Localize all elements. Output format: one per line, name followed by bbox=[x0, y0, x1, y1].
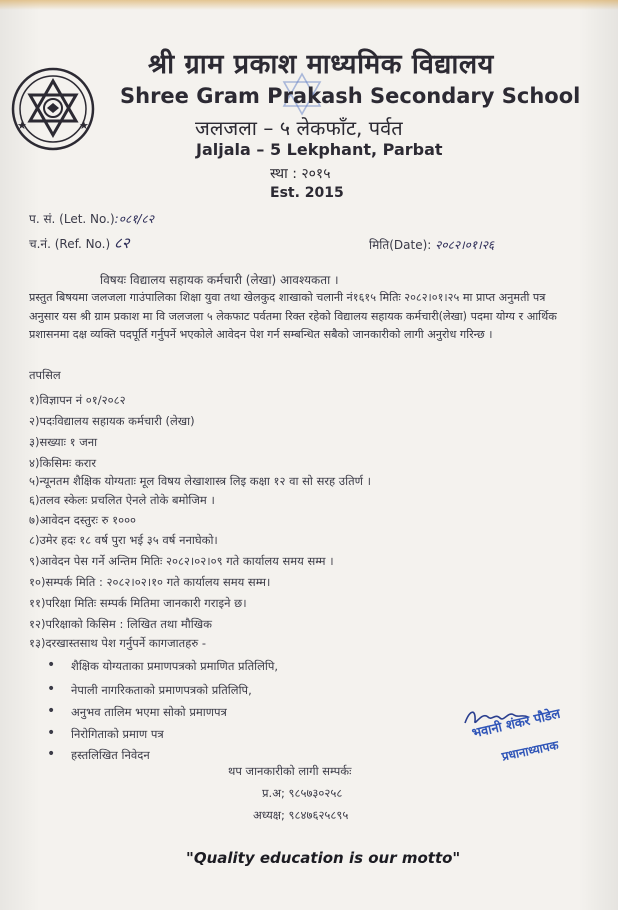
detail-item: २)पदःविद्यालय सहायक कर्मचारी (लेखा) bbox=[29, 414, 195, 428]
address-english: Jaljala – 5 Lekphant, Parbat bbox=[196, 140, 443, 159]
body-paragraph: प्रस्तुत बिषयमा जलजला गाउंपालिका शिक्षा युवा तथा खेलकुद शाखाको चलानी नं१६१५ मितिः २०८२।०१।२५ मा प्राप्त अनुमती पत्र अनुसार यस श्री ग्राम प्रकाश मा वि जलजला ५ लेकफाट पर्वतमा रिक्त रहेको विद्यालय सहायक कर्मचारी(लेखा) पदमा योग्य र आर्थिक प्रशासनमा दक्ष व्यक्ति पदपूर्ति गर्नुपर्ने भएकोले आवेदन पेश गर्न सम्बन्धित सबैको जानकारीको लागी अनुरोध गरिन्छ । bbox=[29, 291, 557, 341]
date-value: २०८२।०१।२६ bbox=[435, 238, 495, 252]
address-nepali: जलजला – ५ लेकफाँट, पर्वत bbox=[195, 116, 403, 140]
contact-chairperson: अध्यक्ष; ९८४७६२५८९५ bbox=[253, 808, 349, 822]
letter-number bbox=[29, 210, 154, 227]
detail-item: ६)तलव स्केलः प्रचलित ऐनले तोके बमोजिम । bbox=[29, 493, 215, 507]
document-list-item: • नेपाली नागरिकताको प्रमाणपत्रको प्रतिलिपि, bbox=[71, 683, 252, 698]
details-heading: तपसिल bbox=[29, 368, 61, 382]
letter-subject: विषयः विद्यालय सहायक कर्मचारी (लेखा) आवश्यकता । bbox=[100, 273, 339, 287]
detail-item: ८)उमेर हदः १८ वर्ष पुरा भई ३५ वर्ष ननाघेको। bbox=[29, 533, 218, 547]
detail-item: ३)सख्याः १ जना bbox=[29, 435, 98, 449]
detail-item: १०)सम्पर्क मिति : २०८२।०२।१० गते कार्यालय समय सम्म। bbox=[29, 575, 271, 589]
contact-heading: थप जानकारीको लागी सम्पर्कः bbox=[228, 764, 352, 778]
established-nepali: स्था : २०१५ bbox=[270, 166, 331, 182]
document-list-item: • शैक्षिक योग्यताका प्रमाणपत्रको प्रमाणित प्रतिलिपि, bbox=[71, 659, 278, 674]
svg-text:★: ★ bbox=[17, 119, 27, 132]
established-english: Est. 2015 bbox=[270, 185, 344, 201]
detail-item: १२)परिक्षाको किसिम : लिखित तथा मौखिक bbox=[29, 617, 212, 631]
signatory-name: भवानी शंकर पौडेल bbox=[470, 706, 562, 742]
detail-item: ११)परिक्षा मितिः सम्पर्क मितिमा जानकारी गराइने छ। bbox=[29, 596, 247, 610]
school-name-nepali: श्री ग्राम प्रकाश माध्यमिक विद्यालय bbox=[148, 49, 494, 80]
document-list-item: • अनुभव तालिम भएमा सोको प्रमाणपत्र bbox=[71, 705, 227, 720]
detail-item: ९)आवेदन पेस गर्ने अन्तिम मितिः २०८२।०२।०९ गते कार्यालय समय सम्म । bbox=[29, 554, 334, 568]
date-label: मिति(Date): bbox=[369, 238, 432, 252]
school-motto: "Quality education is our motto" bbox=[186, 849, 461, 867]
letter-number-value: :०८१/८२ bbox=[114, 212, 154, 226]
detail-item: ४)किसिमः करार bbox=[29, 456, 97, 470]
reference-number-label: च.नं. (Ref. No.) bbox=[29, 237, 111, 251]
document-list-item: • निरोगिताको प्रमाण पत्र bbox=[71, 727, 164, 742]
detail-item: १३)दरखास्तसाथ पेश गर्नुपर्ने कागजातहरु - bbox=[29, 636, 207, 650]
detail-item: ५)न्यूनतम शैक्षिक योग्यताः मूल विषय लेखाशास्त्र लिइ कक्षा १२ वा सो सरह उतिर्ण । bbox=[29, 474, 371, 488]
document-list-item: • हस्तलिखित निवेदन bbox=[71, 748, 150, 763]
letter-number-label: प. सं. (Let. No.) bbox=[29, 212, 115, 226]
svg-text:★: ★ bbox=[79, 119, 89, 132]
signatory-title: प्रधानाध्यापक bbox=[500, 737, 560, 764]
school-name-english: Shree Gram Prakash Secondary School bbox=[120, 84, 581, 108]
detail-item: ७)आवेदन दस्तुरः रु १००० bbox=[29, 513, 137, 527]
reference-number-value: ८२ bbox=[114, 234, 130, 252]
school-logo-icon bbox=[11, 67, 95, 151]
detail-item: १)विज्ञापन नं ०१/२०८२ bbox=[29, 393, 126, 407]
reference-number bbox=[29, 233, 130, 253]
contact-principal: प्र.अ; ९८५७३०२५८ bbox=[262, 786, 343, 800]
letter-date bbox=[369, 236, 494, 253]
